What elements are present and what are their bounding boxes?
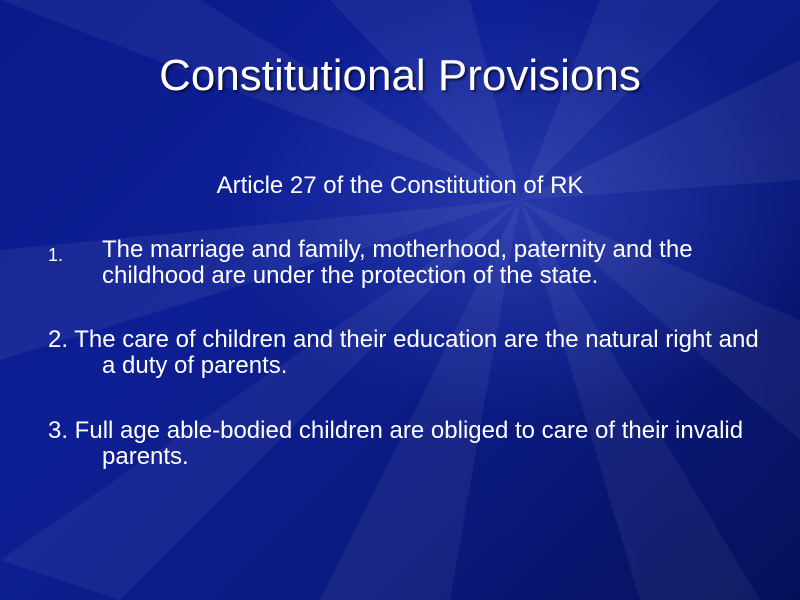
provision-item-2 [48, 327, 768, 379]
provision-text: 3. Full age able-bodied children are obliged to care of their invalid parents. [48, 417, 744, 470]
provision-item-3 [48, 418, 768, 470]
list-number: 1. [48, 245, 64, 265]
provision-text: The marriage and family, motherhood, paternity and the childhood are under the protection of the state. [102, 236, 693, 289]
slide-title: Constitutional Provisions [159, 51, 641, 100]
provision-item-1 [48, 237, 768, 289]
article-heading: Article 27 of the Constitution of RK [216, 172, 584, 199]
provision-text: 2. The care of children and their education are the natural right and a duty of parents. [48, 326, 759, 379]
